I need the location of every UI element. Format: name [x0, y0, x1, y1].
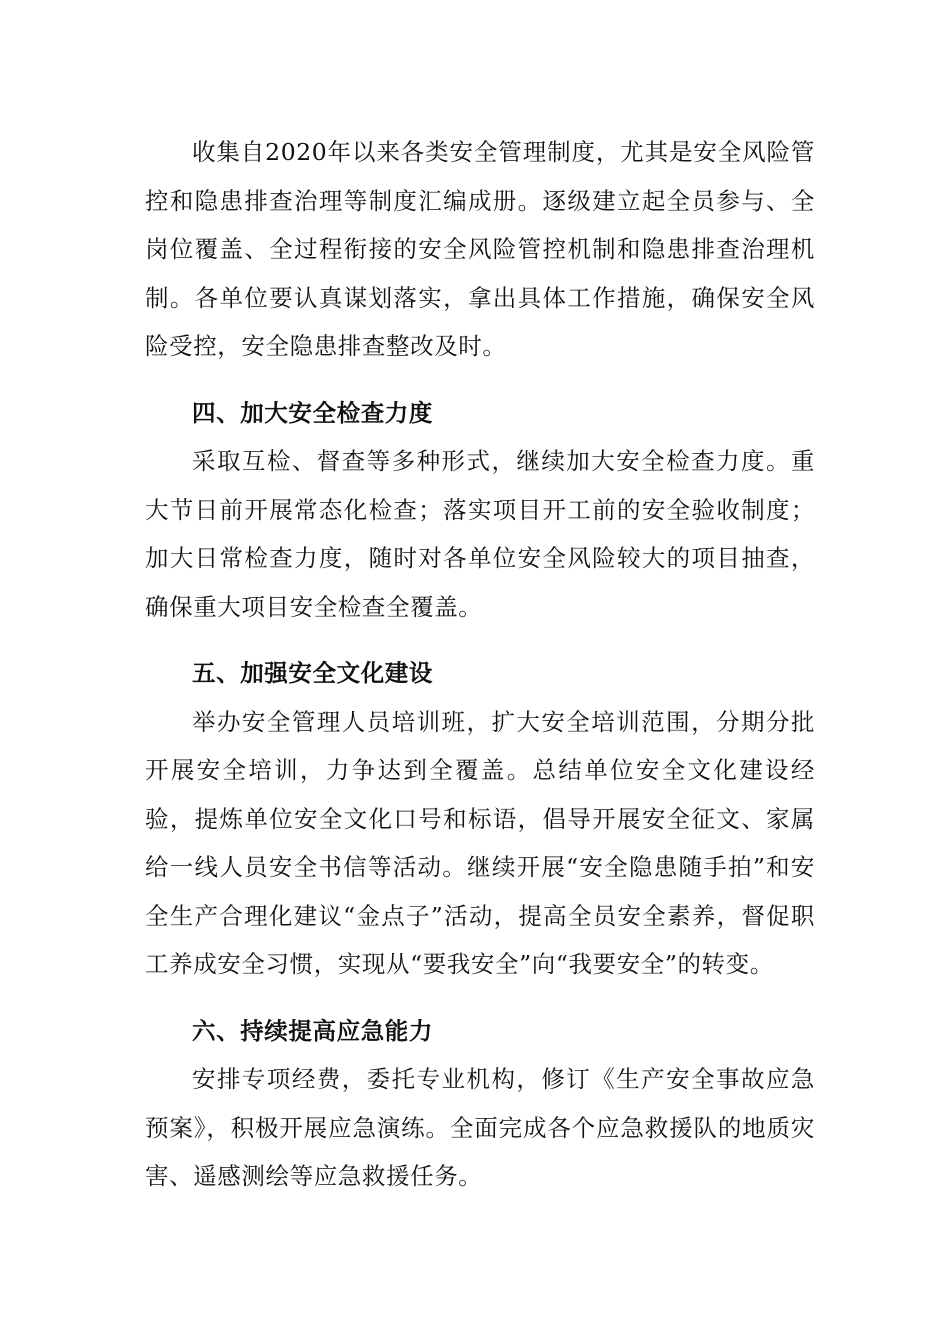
- heading-section-6: 六、持续提高应急能力: [192, 1016, 433, 1045]
- paragraph-safety-inspection: 采取互检、督查等多种形式，继续加大安全检查力度。重大节日前开展常态化检查；落实项目开工前的安全验收制度；加大日常检查力度，随时对各单位安全风险较大的项目抽查，确保重大项目安全检查全覆盖。: [145, 447, 815, 621]
- spacer: [145, 631, 815, 649]
- heading-section-4: 四、加大安全检查力度: [192, 398, 433, 427]
- paragraph-safety-system: 收集自2020年以来各类安全管理制度，尤其是安全风险管控和隐患排查治理等制度汇编成册。逐级建立起全员参与、全岗位覆盖、全过程衔接的安全风险管控机制和隐患排查治理机制。各单位要认真谋划落实，拿出具体工作措施，确保安全风险受控，安全隐患排查整改及时。: [145, 138, 815, 360]
- paragraph-emergency-capability: 安排专项经费，委托专业机构，修订《生产安全事故应急预案》，积极开展应急演练。全面完成各个应急救援队的地质灾害、遥感测绘等应急救援任务。: [145, 1065, 815, 1190]
- spacer: [145, 371, 815, 389]
- heading-section-5: 五、加强安全文化建设: [192, 659, 433, 687]
- document-page: [145, 128, 815, 1201]
- spacer: [145, 989, 815, 1007]
- paragraph-safety-culture: 举办安全管理人员培训班，扩大安全培训范围，分期分批开展安全培训，力争达到全覆盖。总结单位安全文化建设经验，提炼单位安全文化口号和标语，倡导开展安全征文、家属给一线人员安全书信等活动。继续开展“安全隐患随手拍”和安全生产合理化建议“金点子”活动，提高全员安全素养，督促职工养成安全习惯，实现从“要我安全”向“我要安全”的转变。: [145, 707, 815, 978]
